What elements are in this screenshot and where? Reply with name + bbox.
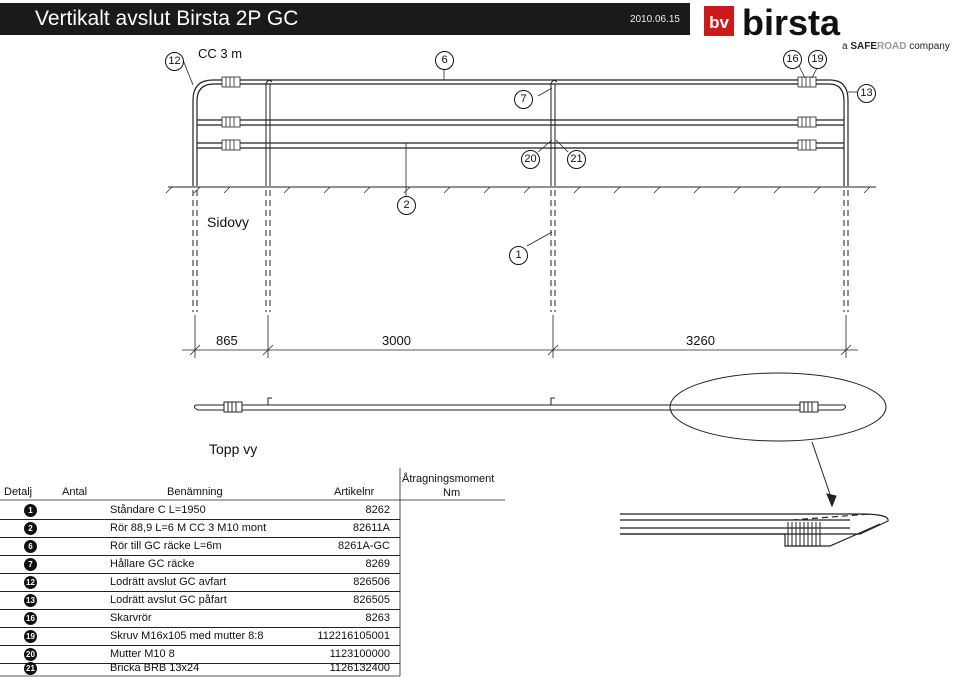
part-article: 82611A xyxy=(352,522,390,534)
part-name: Skruv M16x105 med mutter 8:8 xyxy=(110,630,264,642)
detail-badge: 21 xyxy=(24,662,37,675)
part-article: 1123100000 xyxy=(329,648,390,660)
header-torque: Åtragningsmoment xyxy=(402,473,495,485)
dimension-line xyxy=(182,315,858,358)
logo-mark-text: bv xyxy=(709,13,729,32)
dimension-865: 865 xyxy=(216,333,238,348)
part-article: 826505 xyxy=(353,594,390,606)
splice-marks xyxy=(222,77,816,150)
detail-badge: 12 xyxy=(24,576,37,589)
callout-13: 13 xyxy=(857,84,876,103)
part-name: Hållare GC räcke xyxy=(110,558,195,570)
callout-20: 20 xyxy=(521,150,540,169)
part-name: Lodrätt avslut GC avfart xyxy=(110,576,227,588)
table-row xyxy=(0,628,400,646)
top-view-label: Topp vy xyxy=(209,441,258,457)
tagline-prefix: a xyxy=(842,41,848,52)
callout-1: 1 xyxy=(509,246,528,265)
tagline-brand-a: SAFE xyxy=(850,41,878,52)
detail-badge: 13 xyxy=(24,594,37,607)
callout-12: 12 xyxy=(165,52,184,71)
table-row xyxy=(0,610,400,628)
detail-badge: 19 xyxy=(24,630,37,643)
header-article: Artikelnr xyxy=(334,486,375,498)
part-name: Skarvrör xyxy=(110,612,152,624)
header-qty: Antal xyxy=(62,486,88,498)
logo-wordmark: birsta xyxy=(742,2,841,42)
header-detail: Detalj xyxy=(4,486,33,498)
callout-21: 21 xyxy=(567,150,586,169)
detail-badge: 1 xyxy=(24,504,37,517)
part-name: Lodrätt avslut GC påfart xyxy=(110,594,227,606)
part-name: Ståndare C L=1950 xyxy=(110,504,206,516)
dimension-3000: 3000 xyxy=(382,333,411,348)
part-article: 1126132400 xyxy=(329,662,390,674)
part-article: 112216105001 xyxy=(317,630,390,642)
leader-lines xyxy=(183,60,857,246)
callout-7: 7 xyxy=(514,90,533,109)
table-row xyxy=(0,556,400,574)
top-view-rails xyxy=(194,373,886,506)
part-article: 8269 xyxy=(365,558,390,570)
detail-badge: 16 xyxy=(24,612,37,625)
side-view-label: Sidovy xyxy=(207,214,250,230)
part-article: 8263 xyxy=(365,612,390,624)
table-row xyxy=(0,592,400,610)
dimension-3260: 3260 xyxy=(686,333,715,348)
tagline-brand-b: ROAD xyxy=(877,41,907,52)
part-article: 826506 xyxy=(353,576,390,588)
part-name: Rör 88,9 L=6 M CC 3 M10 mont xyxy=(110,522,267,534)
part-article: 8262 xyxy=(365,504,390,516)
header-name: Benämning xyxy=(167,486,223,498)
drawing-title: Vertikalt avslut Birsta 2P GC xyxy=(35,7,299,30)
detail-badge: 20 xyxy=(24,648,37,661)
ground-line xyxy=(166,187,876,193)
header-torque-unit: Nm xyxy=(443,487,461,499)
detail-view xyxy=(620,514,888,546)
part-name: Mutter M10 8 xyxy=(110,648,175,660)
callout-16: 16 xyxy=(783,50,802,69)
part-article: 8261A-GC xyxy=(338,540,390,552)
detail-badge: 2 xyxy=(24,522,37,535)
tagline-suffix: company xyxy=(909,41,950,52)
drawing-date: 2010.06.15 xyxy=(629,14,680,25)
callout-6: 6 xyxy=(435,51,454,70)
table-row xyxy=(0,502,400,520)
part-name: Rör till GC räcke L=6m xyxy=(110,540,222,552)
callout-2: 2 xyxy=(397,196,416,215)
table-row xyxy=(0,660,400,677)
table-row xyxy=(0,520,400,538)
table-row xyxy=(0,574,400,592)
callout-19: 19 xyxy=(808,50,827,69)
cc-label: CC 3 m xyxy=(198,46,243,61)
detail-badge: 7 xyxy=(24,558,37,571)
table-row xyxy=(0,538,400,556)
detail-badge: 6 xyxy=(24,540,37,553)
part-name: Bricka BRB 13x24 xyxy=(110,662,200,674)
